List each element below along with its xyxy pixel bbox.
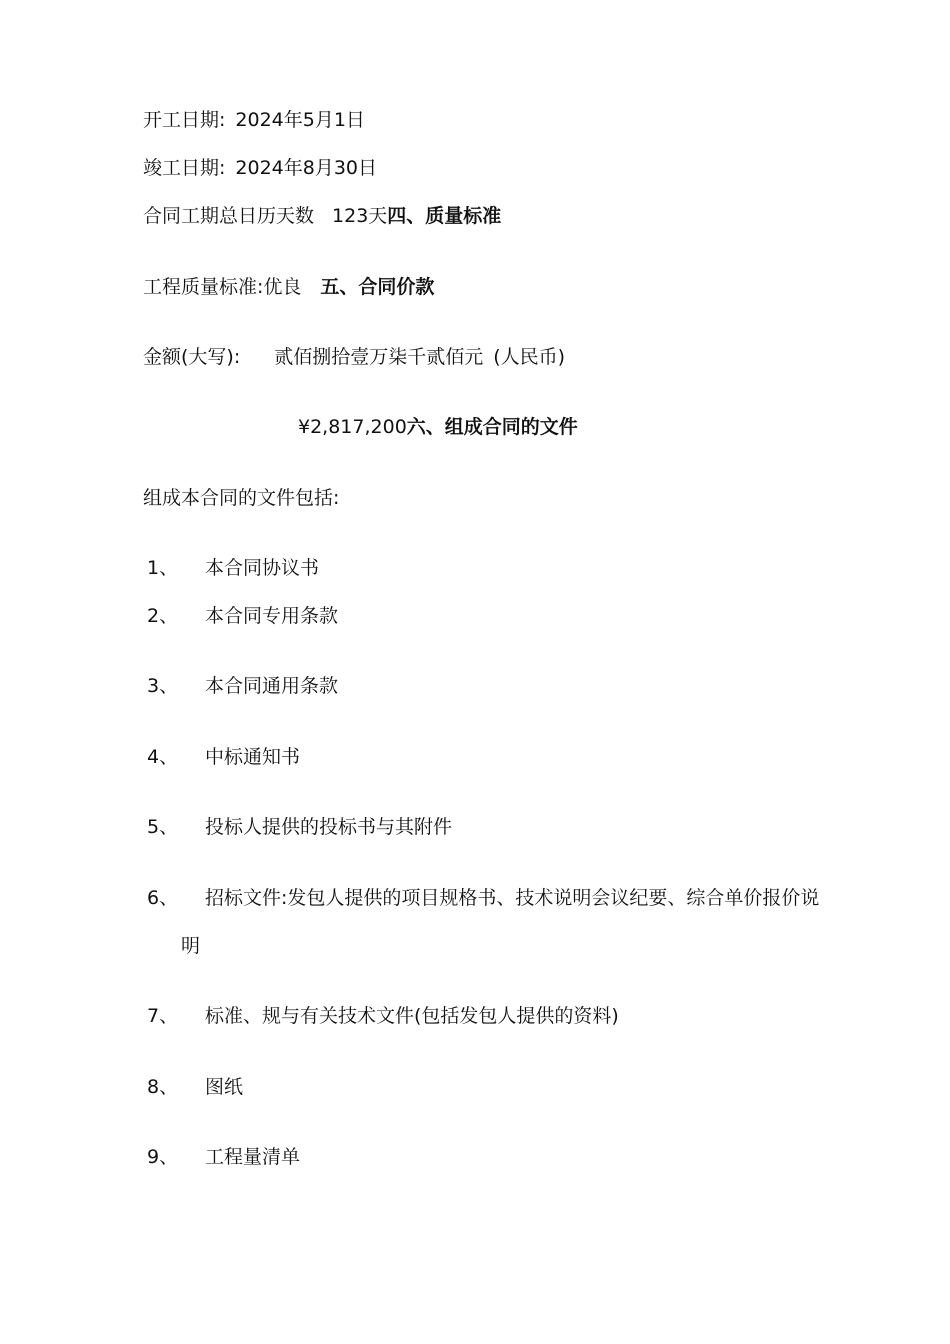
document-list-item: [147, 1075, 243, 1099]
list-item-text: 图纸: [205, 1076, 244, 1098]
list-item-continuation: 明: [181, 935, 201, 957]
documents-intro: 组成本合同的文件包括:: [143, 487, 340, 509]
end-date-label: 竣工日期:: [143, 157, 226, 179]
currency-note: (人民币): [493, 346, 566, 368]
list-item-text: 本合同通用条款: [205, 675, 339, 697]
document-list-item: [147, 604, 338, 628]
list-item-number: 3、: [147, 675, 179, 697]
list-item-text: 中标通知书: [205, 746, 301, 768]
list-item-number: 7、: [147, 1005, 179, 1027]
document-list-item: [147, 886, 819, 910]
end-date-line: [143, 156, 377, 180]
amount-words-value: 贰佰捌拾壹万柒千贰佰元: [274, 346, 484, 368]
document-list-item: [147, 815, 452, 839]
list-item-number: 8、: [147, 1076, 179, 1098]
price-section-heading: 五、合同价款: [320, 276, 435, 298]
start-date-label: 开工日期:: [143, 109, 226, 131]
document-list-item: [147, 745, 300, 769]
list-item-number: 6、: [147, 887, 179, 909]
list-item-number: 9、: [147, 1146, 179, 1168]
list-item-text: 本合同专用条款: [205, 605, 339, 627]
document-list-item: [147, 674, 338, 698]
start-date-line: [143, 108, 365, 132]
amount-figures-value: ¥2,817,200: [298, 416, 407, 438]
document-list-item: [147, 556, 319, 580]
duration-label: 合同工期总日历天数: [143, 205, 315, 227]
list-item-text: 工程量清单: [205, 1146, 301, 1168]
quality-section-heading: 四、质量标准: [387, 205, 502, 227]
amount-figures-line: [298, 415, 578, 439]
amount-words-line: [143, 345, 565, 369]
end-date-value: 2024年8月30日: [235, 157, 378, 179]
amount-words-label: 金额(大写):: [143, 346, 241, 368]
list-item-text: 本合同协议书: [205, 557, 320, 579]
quality-line: [143, 275, 434, 299]
list-item-text: 招标文件:发包人提供的项目规格书、技术说明会议纪要、综合单价报价说: [205, 887, 820, 909]
list-item-text: 标准、规与有关技术文件(包括发包人提供的资料): [205, 1005, 619, 1027]
quality-label: 工程质量标准:: [143, 276, 264, 298]
list-item-number: 4、: [147, 746, 179, 768]
document-list-item: [147, 1004, 619, 1028]
duration-line: [143, 204, 501, 228]
start-date-value: 2024年5月1日: [235, 109, 365, 131]
list-item-number: 2、: [147, 605, 179, 627]
list-item-number: 5、: [147, 816, 179, 838]
documents-section-heading: 六、组成合同的文件: [406, 416, 578, 438]
list-item-number: 1、: [147, 557, 179, 579]
document-list-item: [147, 1145, 300, 1169]
quality-value: 优良: [263, 276, 302, 298]
duration-value: 123天: [332, 205, 388, 227]
list-item-text: 投标人提供的投标书与其附件: [205, 816, 453, 838]
